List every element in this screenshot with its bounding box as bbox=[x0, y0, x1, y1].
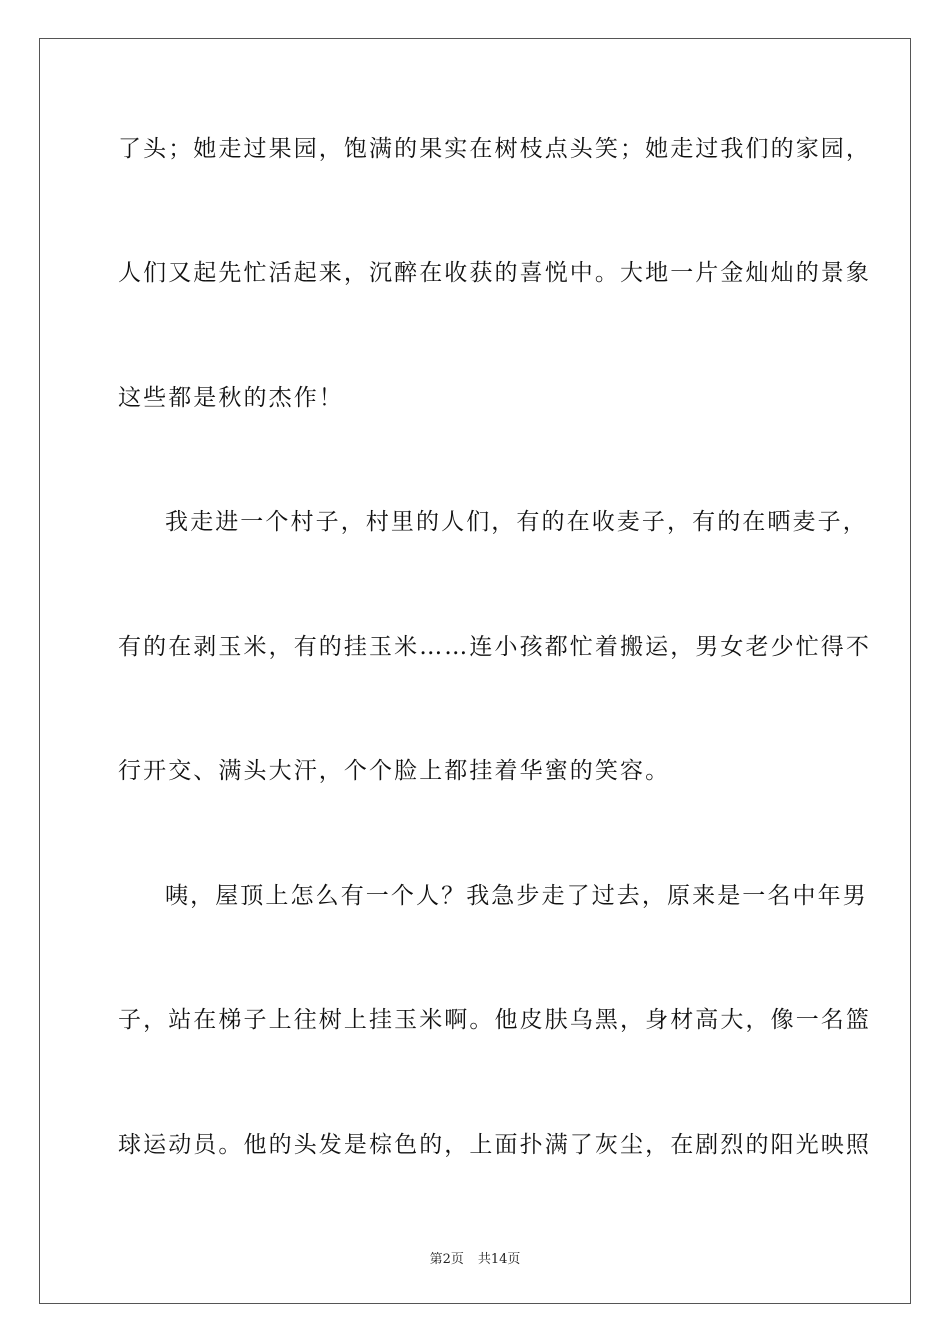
text-line: 行开交、满头大汗，个个脸上都挂着华蜜的笑容。 bbox=[118, 758, 671, 784]
paragraph-start-line: 咦，屋顶上怎么有一个人？我急步走了过去，原来是一名中年男 bbox=[165, 883, 868, 909]
text-line: 了头；她走过果园，饱满的果实在树枝点头笑；她走过我们的家园， bbox=[118, 136, 871, 162]
page-footer bbox=[0, 1248, 950, 1267]
text-line: 这些都是秋的杰作！ bbox=[118, 385, 344, 411]
page-number: 第2页 bbox=[429, 1252, 464, 1267]
paragraph-start-line: 我走进一个村子，村里的人们，有的在收麦子，有的在晒麦子， bbox=[165, 509, 868, 535]
text-line: 人们又起先忙活起来，沉醉在收获的喜悦中。大地一片金灿灿的景象 bbox=[118, 260, 871, 286]
text-line: 球运动员。他的头发是棕色的，上面扑满了灰尘，在剧烈的阳光映照 bbox=[118, 1132, 871, 1158]
page-border bbox=[39, 38, 911, 1304]
text-line: 子，站在梯子上往树上挂玉米啊。他皮肤乌黑，身材高大，像一名篮 bbox=[118, 1007, 871, 1033]
text-line: 有的在剥玉米，有的挂玉米……连小孩都忙着搬运，男女老少忙得不 bbox=[118, 634, 871, 660]
total-pages: 共14页 bbox=[477, 1252, 521, 1267]
